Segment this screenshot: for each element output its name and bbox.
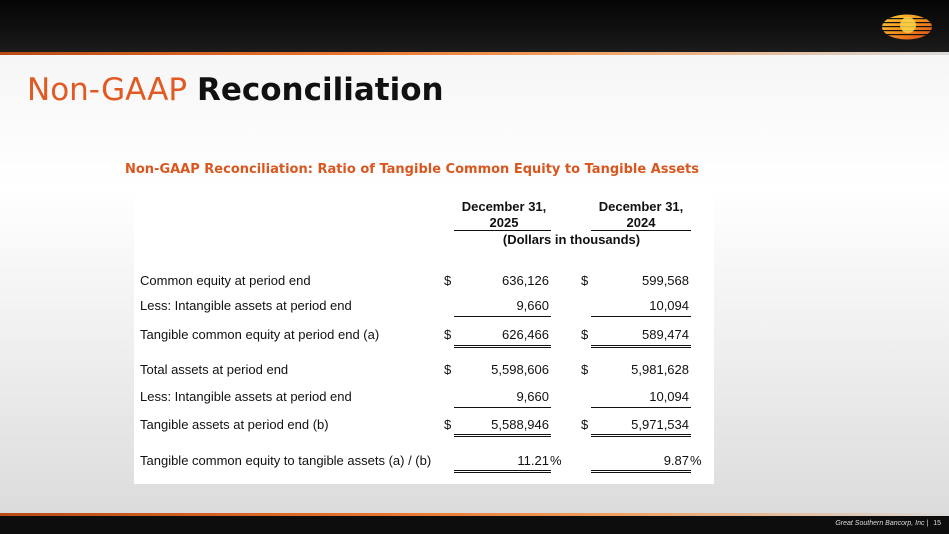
row-double-underline — [454, 472, 551, 473]
row-underline — [454, 345, 551, 346]
row-double-underline — [454, 436, 551, 437]
row-c1-percent: % — [550, 453, 562, 468]
col2-header-underline — [591, 230, 691, 231]
col2-header-line1: December 31, — [598, 199, 684, 214]
row-underline — [454, 434, 551, 435]
row-c1-dollar: $ — [444, 362, 452, 377]
row-c2-value: 10,094 — [649, 298, 689, 313]
page-title — [27, 70, 444, 110]
row-label: Tangible common equity to tangible assets (a) / (b) — [140, 453, 432, 468]
row-label: Common equity at period end — [140, 273, 311, 288]
footer-separator: | — [926, 520, 929, 527]
col1-header — [454, 199, 554, 231]
top-accent-line — [0, 52, 949, 55]
row-underline — [454, 407, 551, 408]
row-c1-dollar: $ — [444, 273, 452, 288]
units-label: (Dollars in thousands) — [502, 232, 641, 247]
row-c1-value: 11.21 — [517, 453, 549, 468]
row-underline — [591, 434, 691, 435]
row-c2-dollar: $ — [581, 327, 589, 342]
row-c2-value: 10,094 — [649, 389, 689, 404]
col1-header-line1: December 31, — [461, 199, 547, 214]
row-underline — [591, 345, 691, 346]
title-part2: Reconciliation — [196, 72, 444, 108]
bottom-bar — [0, 516, 949, 534]
row-double-underline — [591, 472, 691, 473]
row-c1-value: 626,466 — [502, 327, 549, 342]
footer-company: Great Southern Bancorp, Inc — [835, 520, 925, 527]
title-part1: Non-GAAP — [27, 72, 188, 108]
row-c1-value: 5,588,946 — [491, 417, 549, 432]
row-label: Tangible assets at period end (b) — [140, 417, 329, 432]
company-logo-icon — [881, 14, 933, 40]
row-label: Less: Intangible assets at period end — [140, 298, 352, 313]
row-double-underline — [591, 347, 691, 348]
row-underline — [591, 316, 691, 317]
row-c2-percent: % — [690, 453, 702, 468]
row-double-underline — [591, 436, 691, 437]
row-underline — [454, 470, 551, 471]
col1-header-line2: 2025 — [489, 215, 519, 230]
row-c2-value: 9.87 — [663, 453, 689, 468]
row-label: Total assets at period end — [140, 362, 289, 377]
top-bar — [0, 0, 949, 52]
row-c2-dollar: $ — [581, 273, 589, 288]
row-c1-value: 636,126 — [502, 273, 549, 288]
row-c2-dollar: $ — [581, 417, 589, 432]
row-double-underline — [454, 347, 551, 348]
row-c1-dollar: $ — [444, 327, 452, 342]
row-c1-value: 9,660 — [516, 298, 549, 313]
col2-header — [591, 199, 691, 231]
row-c1-value: 5,598,606 — [491, 362, 549, 377]
row-c2-value: 599,568 — [642, 273, 689, 288]
row-underline — [591, 407, 691, 408]
row-c2-value: 5,981,628 — [631, 362, 689, 377]
row-label: Less: Intangible assets at period end — [140, 389, 352, 404]
page-number: 15 — [933, 520, 941, 527]
reconciliation-table — [134, 195, 714, 484]
col1-header-underline — [454, 230, 551, 231]
table-subtitle: Non-GAAP Reconciliation: Ratio of Tangible Common Equity to Tangible Assets — [124, 162, 699, 177]
row-c2-value: 589,474 — [642, 327, 689, 342]
row-label: Tangible common equity at period end (a) — [140, 327, 380, 342]
row-underline — [454, 316, 551, 317]
row-c1-value: 9,660 — [516, 389, 549, 404]
row-c2-value: 5,971,534 — [631, 417, 689, 432]
col2-header-line2: 2024 — [626, 215, 656, 230]
footer — [835, 520, 941, 527]
row-c1-dollar: $ — [444, 417, 452, 432]
row-underline — [591, 470, 691, 471]
row-c2-dollar: $ — [581, 362, 589, 377]
